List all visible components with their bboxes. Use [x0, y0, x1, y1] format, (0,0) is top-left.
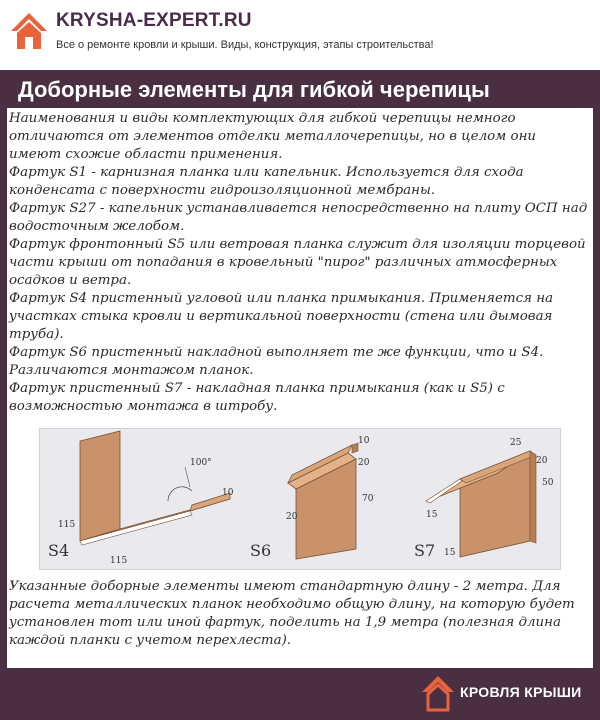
paragraph-intro: Наименования и виды комплектующих для гибкой черепицы немного отличаются от элементов отделки металлочерепицы, но в целом они имеют схожие области применения. [9, 111, 537, 162]
site-name[interactable]: KRYSHA-EXPERT.RU [56, 10, 252, 31]
paragraph-s6: Фартук S6 пристенный накладной выполняет те же функции, что и S4. Различаются монтажом планок. [9, 345, 544, 378]
s6-label: S6 [250, 541, 272, 560]
page-title: Доборные элементы для гибкой черепицы [18, 77, 490, 102]
s4-label: S4 [48, 541, 70, 560]
s6-dim-bottom: 20 [286, 512, 298, 522]
flashing-diagram-svg [40, 429, 560, 569]
paragraph-s7: Фартук пристенный S7 - накладная планка примыкания (как и S5) с возможностью монтажа в штробу. [9, 381, 505, 414]
flashing-diagram [39, 428, 561, 570]
footer-brand[interactable] [460, 684, 581, 700]
brand-part-1: КРОВЛЯ [460, 684, 521, 700]
paragraph-s1: Фартук S1 - карнизная планка или капельник. Используется для схода конденсата с поверхности гидроизоляционной мембраны. [9, 165, 524, 198]
s7-dim-top-right: 20 [536, 456, 548, 466]
s4-flashing-shape [80, 431, 230, 545]
s7-dim-side: 50 [542, 478, 554, 488]
s4-dim-side: 115 [58, 520, 76, 530]
s7-label: S7 [414, 541, 436, 560]
site-tagline: Все о ремонте кровли и крыши. Виды, конструкция, этапы строительства! [56, 39, 434, 51]
s7-dim-bottom: 15 [444, 548, 456, 558]
s6-dim-side: 70 [362, 494, 374, 504]
s6-dim-top: 10 [358, 436, 370, 446]
site-header [0, 0, 600, 62]
s7-dim-left: 15 [426, 510, 438, 520]
outro-text: Указанные доборные элементы имеют стандартную длину - 2 метра. Для расчета металлических планок необходимо общую длину, на которую будет установлен тот или иной фартук, поделить на 1,9 метра (полезная длина каждой планки с учетом перехлеста). [9, 579, 575, 648]
house-logo-icon[interactable] [8, 10, 50, 52]
paragraph-s4: Фартук S4 пристенный угловой или планка примыкания. Применяется на участках стыка кровли и вертикальной поверхности (стена или дымовая труба). [9, 291, 554, 342]
s7-flashing-shape [426, 451, 536, 557]
s6-dim-mid: 20 [358, 458, 370, 468]
paragraph-s5: Фартук фронтонный S5 или ветровая планка служит для изоляции торцевой части крыши от попадания в кровельный "пирог" различных атмосферных осадков и ветра. [9, 237, 586, 288]
paragraph-s27: Фартук S27 - капельник устанавливается непосредственно на плиту ОСП над водосточным желобом. [9, 201, 588, 234]
s4-dim-bottom: 115 [110, 556, 128, 566]
body-text [9, 110, 591, 416]
roof-logo-icon[interactable] [420, 674, 456, 712]
s7-dim-top: 25 [510, 438, 522, 448]
s4-angle: 100° [190, 458, 212, 468]
s4-dim-top: 10 [222, 488, 234, 498]
brand-part-2: КРЫШИ [524, 684, 582, 700]
s6-flashing-shape [288, 443, 358, 559]
